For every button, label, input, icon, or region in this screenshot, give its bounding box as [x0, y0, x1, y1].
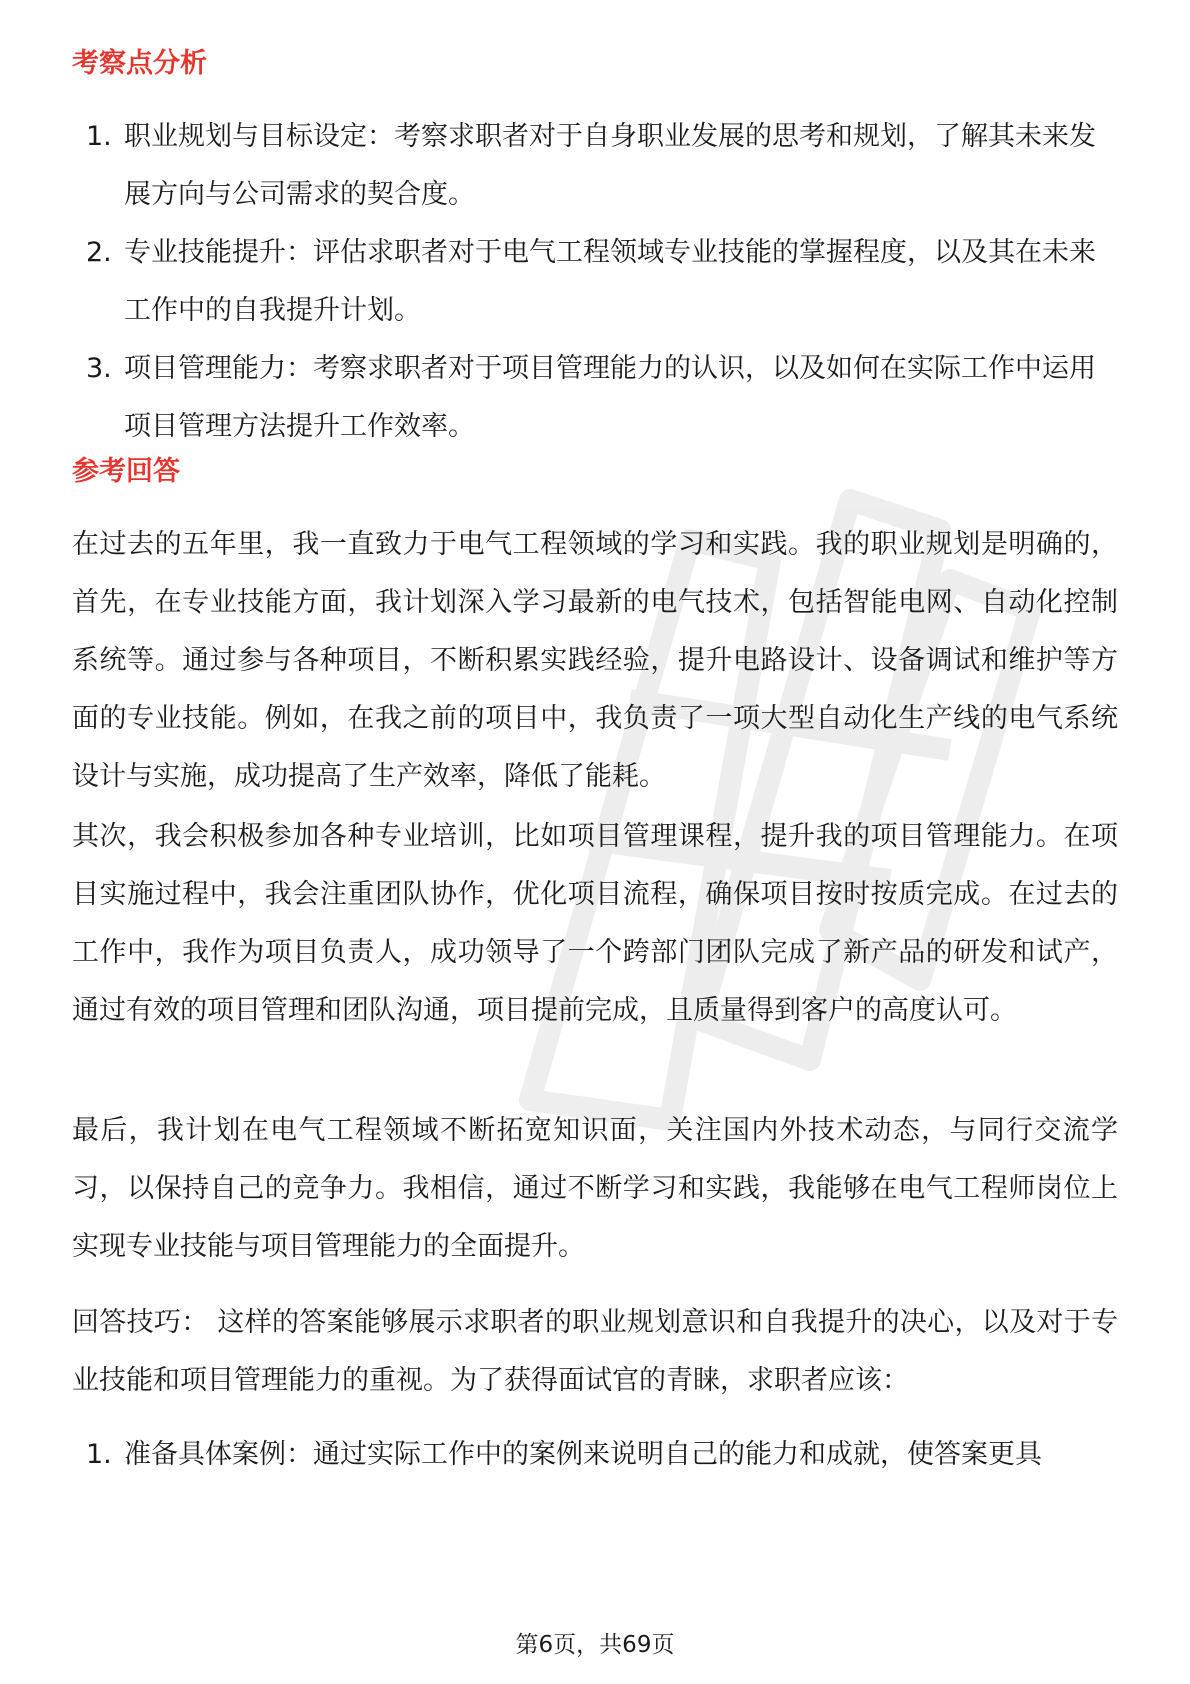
analysis-list: [72, 108, 1118, 456]
answer-paragraph-3: 最后，我计划在电气工程领域不断拓宽知识面，关注国内外技术动态，与同行交流学习，以保持自己的竞争力。我相信，通过不断学习和实践，我能够在电气工程师岗位上实现专业技能与项目管理能力的全面提升。: [72, 1115, 1118, 1262]
analysis-item-2: [72, 224, 1118, 340]
list-text: 专业技能提升：评估求职者对于电气工程领域专业技能的掌握程度，以及其在未来工作中的自我提升计划。: [124, 237, 1096, 326]
tips-paragraph: 回答技巧： 这样的答案能够展示求职者的职业规划意识和自我提升的决心，以及对于专业技能和项目管理能力的重视。为了获得面试官的青睐，求职者应该：: [72, 1307, 1118, 1396]
analysis-item-1: [72, 108, 1118, 224]
tips-item-1: [72, 1426, 1118, 1484]
page-number: 第6页，共69页: [515, 1632, 675, 1658]
answer-paragraph-2: 其次，我会积极参加各种专业培训，比如项目管理课程，提升我的项目管理能力。在项目实施过程中，我会注重团队协作，优化项目流程，确保项目按时按质完成。在过去的工作中，我作为项目负责人，成功领导了一个跨部门团队完成了新产品的研发和试产，通过有效的项目管理和团队沟通，项目提前完成，且质量得到客户的高度认可。: [72, 821, 1118, 1026]
list-text: 职业规划与目标设定：考察求职者对于自身职业发展的思考和规划，了解其未来发展方向与公司需求的契合度。: [124, 121, 1096, 210]
answer-paragraph-1: 在过去的五年里，我一直致力于电气工程领域的学习和实践。我的职业规划是明确的，首先，在专业技能方面，我计划深入学习最新的电气技术，包括智能电网、自动化控制系统等。通过参与各种项目，不断积累实践经验，提升电路设计、设备调试和维护等方面的专业技能。例如，在我之前的项目中，我负责了一项大型自动化生产线的电气系统设计与实施，成功提高了生产效率，降低了能耗。: [72, 529, 1118, 792]
list-number: 3.: [86, 353, 112, 384]
list-text: 准备具体案例：通过实际工作中的案例来说明自己的能力和成就，使答案更具: [124, 1439, 1042, 1470]
list-text: 项目管理能力：考察求职者对于项目管理能力的认识，以及如何在实际工作中运用项目管理方法提升工作效率。: [124, 353, 1096, 442]
reference-heading: 参考回答: [72, 456, 180, 487]
list-number: 2.: [86, 237, 112, 268]
analysis-heading: 考察点分析: [72, 48, 207, 79]
list-number: 1.: [86, 121, 112, 152]
tips-list: [72, 1426, 1118, 1484]
list-number: 1.: [86, 1439, 112, 1470]
analysis-item-3: [72, 340, 1118, 456]
